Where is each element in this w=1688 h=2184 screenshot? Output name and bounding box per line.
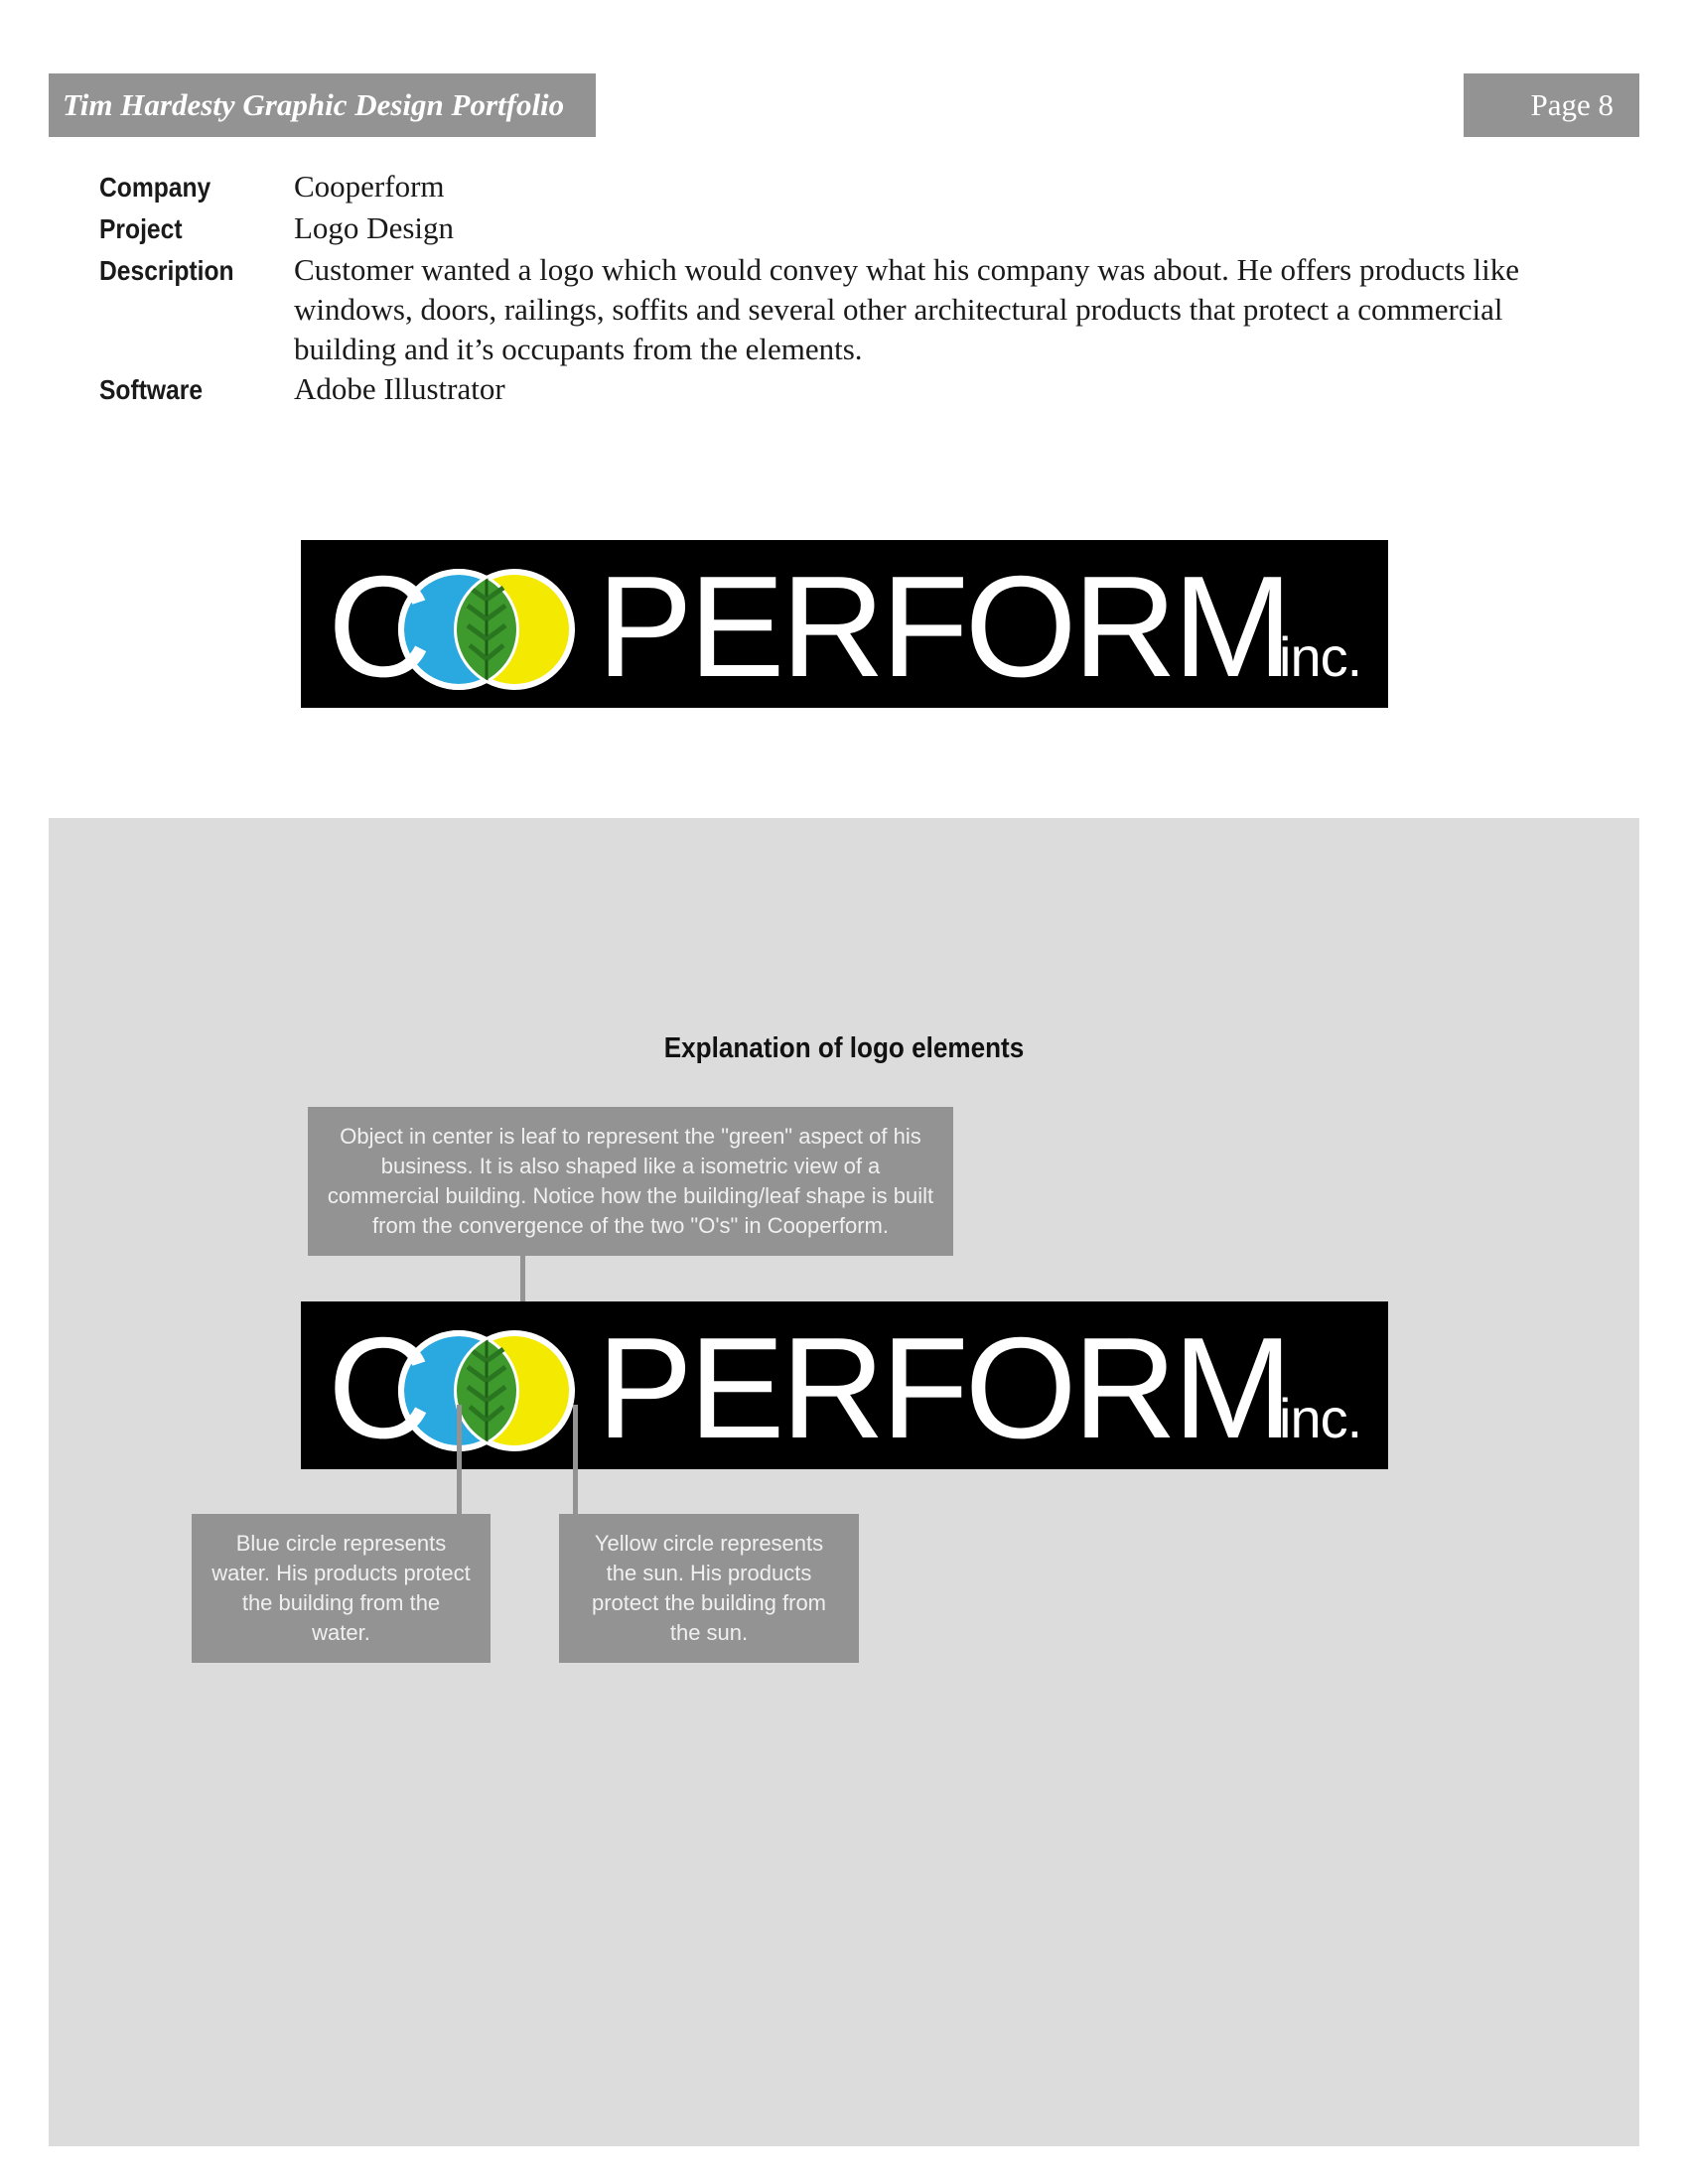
cooperform-logo-annotated: [301, 1301, 1388, 1469]
cooperform-logo: [301, 540, 1388, 708]
blue-connector-line: [457, 1405, 462, 1514]
logo-letter-c: C: [328, 1307, 432, 1468]
software-value: Adobe Illustrator: [294, 371, 505, 406]
logo-wordmark: PERFORM: [597, 546, 1289, 707]
portfolio-title-bar: [49, 73, 596, 137]
leaf-callout: [308, 1107, 953, 1256]
yellow-circle-callout: [559, 1514, 859, 1663]
yellow-callout-text: Yellow circle represents the sun. His products protect the building from the sun.: [591, 1531, 827, 1645]
project-row: [99, 208, 1589, 250]
blue-circle-callout: [192, 1514, 491, 1663]
software-label: Software: [99, 374, 204, 405]
company-row: [99, 167, 1589, 208]
logo-letter-c: C: [328, 546, 432, 707]
leaf-callout-text: Object in center is leaf to represent the "green" aspect of his business. It is also shaped like a isometric view of a commercial building. Notice how the building/leaf shape is built from the convergence of the two "O's" in Cooperform.: [327, 1124, 934, 1238]
project-info: [99, 167, 1589, 411]
logo-suffix: inc.: [1279, 625, 1362, 688]
company-value: Cooperform: [294, 169, 445, 204]
yellow-connector-line: [573, 1405, 578, 1514]
page-number-badge: [1464, 73, 1639, 137]
description-value: Customer wanted a logo which would convey what his company was about. He offers products like windows, doors, railings, soffits and several other architectural products that protect a commercial building and it’s occupants from the elements.: [294, 252, 1519, 366]
company-label: Company: [99, 172, 211, 203]
portfolio-title: Tim Hardesty Graphic Design Portfolio: [63, 87, 565, 122]
description-row: [99, 250, 1589, 369]
logo-wordmark: PERFORM: [597, 1307, 1289, 1468]
page-number: Page 8: [1530, 87, 1614, 122]
project-value: Logo Design: [294, 210, 455, 245]
software-row: [99, 369, 1589, 411]
explanation-panel: [49, 818, 1639, 2146]
explanation-title: Explanation of logo elements: [663, 1032, 1025, 1064]
logo-suffix: inc.: [1279, 1387, 1362, 1449]
project-label: Project: [99, 213, 183, 244]
description-label: Description: [99, 255, 234, 286]
blue-callout-text: Blue circle represents water. His products protect the building from the water.: [211, 1531, 471, 1645]
